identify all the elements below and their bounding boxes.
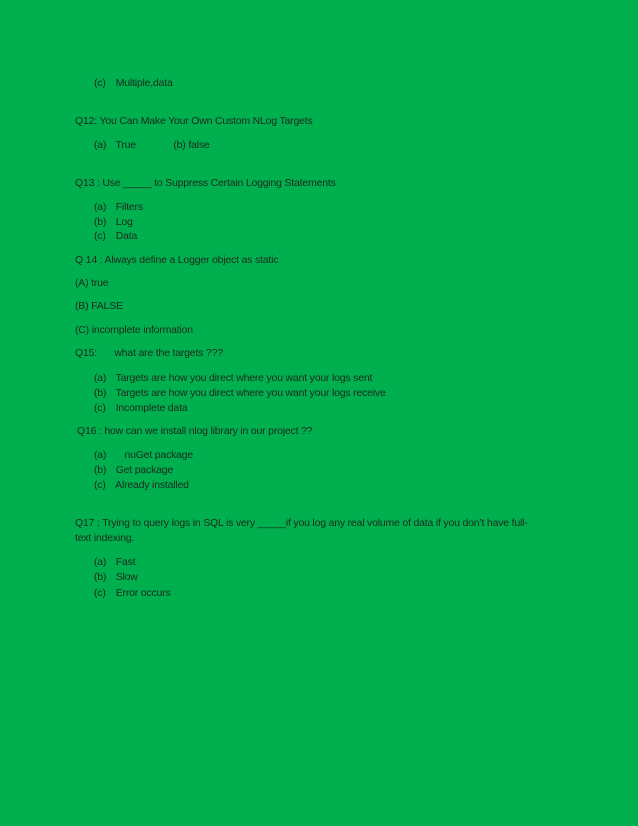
- q14-option-c: (C) incomplete information: [75, 324, 193, 336]
- option-label: (b): [94, 464, 107, 476]
- q17-question-line2: text indexing.: [75, 532, 135, 544]
- q17-option-a: [94, 555, 135, 569]
- option-label: (a): [94, 372, 107, 384]
- option-label: (b): [94, 387, 107, 399]
- option-text: nuGet package: [124, 449, 194, 461]
- option-text: false: [188, 139, 210, 151]
- option-label: (c): [94, 479, 106, 491]
- q13-option-c: [94, 229, 137, 243]
- option-text: Slow: [115, 571, 138, 583]
- q13-question: Q13 : Use _____ to Suppress Certain Logging Statements: [75, 177, 336, 189]
- q14-option-a: (A) true: [75, 277, 109, 289]
- option-text: Error occurs: [115, 587, 171, 599]
- option-text: Already installed: [115, 479, 189, 491]
- q14-question: Q 14 : Always define a Logger object as static: [75, 254, 279, 266]
- q11-option-c: [94, 76, 173, 90]
- option-text: Multiple,data: [115, 77, 173, 89]
- question-number: Q15:: [75, 347, 97, 359]
- q12-options: [94, 138, 210, 152]
- option-label: (a): [94, 201, 107, 213]
- option-text: Log: [115, 216, 133, 228]
- option-label: (a): [94, 449, 107, 461]
- q13-option-a: [94, 200, 143, 214]
- question-text: what are the targets ???: [114, 347, 223, 359]
- option-text: Data: [115, 230, 138, 242]
- q15-option-b: [94, 386, 386, 400]
- q16-option-a: [94, 448, 193, 462]
- option-label: (c): [94, 402, 106, 414]
- q12-question: Q12: You Can Make Your Own Custom NLog Targets: [75, 115, 313, 127]
- option-label: (c): [94, 230, 106, 242]
- q16-option-b: [94, 463, 173, 477]
- option-text: Get package: [115, 464, 174, 476]
- q16-question: Q16 : how can we install nlog library in our project ??: [77, 425, 313, 437]
- q15-option-a: [94, 371, 372, 385]
- option-text: Incomplete data: [115, 402, 188, 414]
- option-label: (c): [94, 587, 106, 599]
- q16-option-c: [94, 478, 189, 492]
- q17-option-b: [94, 570, 138, 584]
- option-text: Targets are how you direct where you want your logs receive: [115, 387, 386, 399]
- option-label: (b): [94, 571, 107, 583]
- q17-question-line1: Q17 : Trying to query logs in SQL is very _____if you log any real volume of data if you don’t have full-: [75, 517, 528, 529]
- option-text: Fast: [115, 556, 136, 568]
- q14-option-b: (B) FALSE: [75, 300, 123, 312]
- q15-option-c: [94, 401, 187, 415]
- option-text: Filters: [115, 201, 143, 213]
- option-label: (b): [94, 216, 107, 228]
- option-label: (b): [173, 139, 186, 151]
- q17-option-c: [94, 586, 171, 600]
- q15-question: [75, 346, 223, 360]
- option-label: (c): [94, 77, 106, 89]
- option-label: (a): [94, 556, 107, 568]
- q13-option-b: [94, 215, 133, 229]
- option-label: (a): [94, 139, 107, 151]
- option-text: True: [115, 139, 136, 151]
- option-text: Targets are how you direct where you want your logs sent: [115, 372, 373, 384]
